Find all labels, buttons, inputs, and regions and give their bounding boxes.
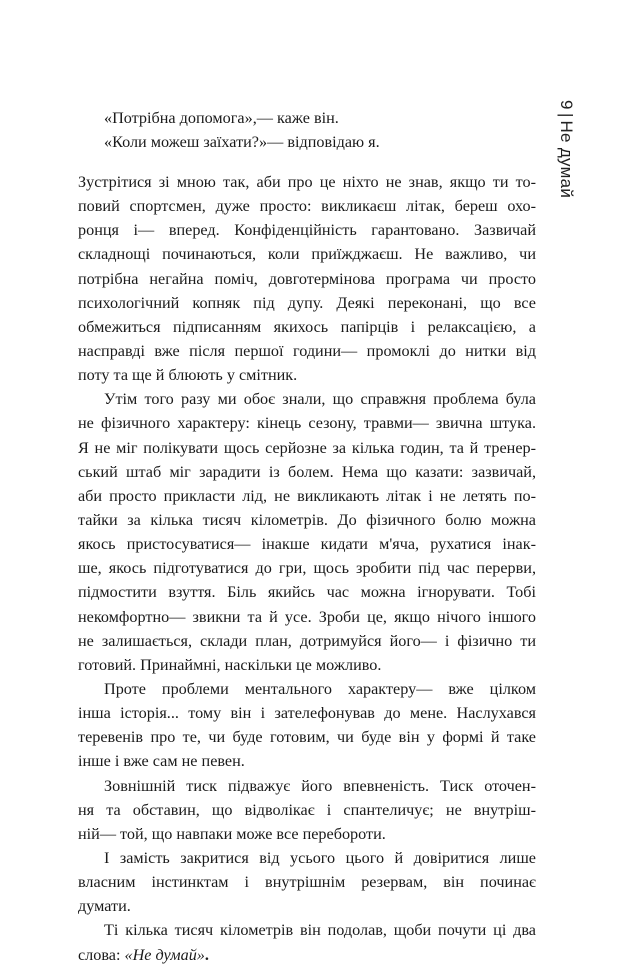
running-head — [556, 100, 576, 198]
text-line: Утім того разу ми обоє знали, що справжня проблема була — [104, 390, 536, 409]
text-line: не залишається, склади план, дотримуйся його— і фізично ти — [78, 631, 536, 650]
text-line: готовий. Принаймні, наскільки це можливо. — [78, 655, 382, 674]
paragraph — [78, 846, 536, 918]
text-line: інша історія... тому він і зателефонував до мене. Наслухався — [78, 704, 536, 723]
text-line: інше і вже сам не певен. — [78, 752, 245, 771]
text-line: потрібна негайна поміч, довготермінова програма чи просто — [78, 269, 536, 288]
text-line: власним інстинктам і внутрішнім резервам, він починає — [78, 873, 536, 892]
text-line: І замість закритися від усього цього й довіритися лише — [104, 848, 536, 867]
text-line: теревенів про те, чи буде готовим, чи буде він у формі й таке — [78, 728, 536, 747]
paragraph — [78, 170, 536, 387]
dialogue-block — [104, 106, 544, 154]
text-line: складнощі починаються, коли приїжджаєш. Не важливо, чи — [78, 245, 536, 264]
text-line: Зустрітися зі мною так, аби про це ніхто не знав, якщо ти то- — [78, 173, 536, 191]
text-line: некомфортно— звикни та й усе. Зроби це, якщо нічого іншого — [78, 607, 536, 626]
text-line: поту та ще й блюють у смітник. — [78, 366, 298, 385]
text-line: тайки за кілька тисяч кілометрів. До фізичного болю можна — [78, 510, 536, 529]
text-line: думати. — [78, 897, 131, 916]
chapter-number: 9 — [557, 100, 576, 110]
text-line — [78, 943, 536, 967]
final-line-prefix: слова: — [78, 945, 125, 964]
text-line: обмежиться підписанням якихось папірців і релаксацією, а — [78, 317, 536, 336]
paragraph — [78, 918, 536, 966]
text-line: підмостити взуття. Біль якийсь час можна ігнорувати. Тобі — [78, 583, 536, 602]
text-line: Зовнішній тиск підважує його впевненість. Тиск оточен- — [104, 776, 536, 795]
text-line: якось пристосуватися— інакше кидати м'яча, рухатися інак- — [78, 535, 536, 554]
text-line: насправді вже після першої години— промоклі до нитки від — [78, 341, 536, 360]
final-line-suffix: . — [204, 945, 209, 964]
paragraph — [78, 387, 536, 677]
emphasized-quote: «Не думай» — [124, 945, 205, 964]
text-line: ський штаб міг зарадити із болем. Нема що казати: зазвичай, — [78, 462, 536, 481]
text-line: повий спортсмен, дуже просто: викликаєш літак, береш охо- — [78, 197, 536, 216]
running-head-separator: | — [557, 112, 576, 118]
text-line: аби просто прикласти лід, не викликають літак і не летять по- — [78, 486, 536, 505]
text-line: Ті кілька тисяч кілометрів він подолав, щоби почути ці два — [104, 921, 536, 940]
chapter-title: Не думай — [557, 120, 576, 199]
text-line: не фізичного характеру: кінець сезону, травми— звична штука. — [78, 414, 536, 433]
paragraph — [78, 774, 536, 846]
text-line: ній— той, що навпаки може все перебороти. — [78, 824, 386, 843]
paragraph — [78, 677, 536, 774]
text-line: ронця і— вперед. Конфіденційність гарантовано. Зазвичай — [78, 221, 536, 240]
text-line: Проте проблеми ментального характеру— вже цілком — [104, 679, 536, 698]
dialogue-line: «Коли можеш заїхати?»— відповідаю я. — [104, 133, 380, 151]
text-line: ня та обставин, що відволікає і спантеличує; не внутріш- — [78, 800, 536, 819]
text-line: психологічний копняк під дупу. Деякі переконані, що все — [78, 293, 536, 312]
body-text — [78, 170, 536, 967]
text-line: ше, якось підготуватися до гри, щось зробити під час перерви, — [78, 559, 536, 578]
text-line: Я не міг полікувати щось серйозне за кілька годин, та й тренер- — [78, 438, 536, 457]
dialogue-line: «Потрібна допомога»,— каже він. — [104, 109, 339, 127]
